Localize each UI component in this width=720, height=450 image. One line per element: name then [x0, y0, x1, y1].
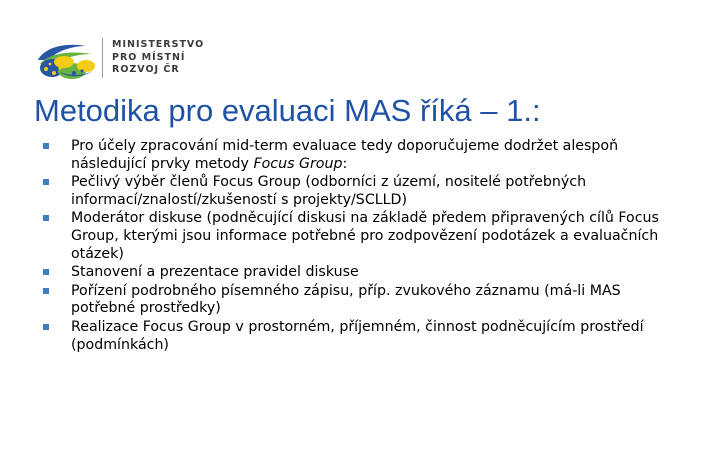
ministry-name-line-3: ROZVOJ ČR — [112, 64, 180, 75]
ministry-emblem-icon — [34, 38, 100, 82]
bullet-item — [43, 319, 683, 354]
bullet-item — [43, 174, 683, 209]
bullet-text: Moderátor diskuse (podněcující diskusi na základě předem připravených cílů Focus Group, kterými jsou informace potřebné pro zodpovězení podotázek a evaluačních otázek) — [71, 210, 659, 262]
logo-divider — [102, 38, 103, 78]
square-bullet-icon — [43, 269, 49, 275]
bullet-emphasis: Focus Group — [253, 155, 343, 172]
bullet-suffix: : — [342, 155, 348, 172]
square-bullet-icon — [43, 215, 49, 221]
bullet-text: Pro účely zpracování mid-term evaluace tedy doporučujeme dodržet alespoň následující prvky metody — [71, 138, 619, 172]
square-bullet-icon — [43, 324, 49, 330]
square-bullet-icon — [43, 143, 49, 149]
ministry-logo — [34, 38, 204, 82]
bullet-text: Pořízení podrobného písemného zápisu, příp. zvukového záznamu (má-li MAS potřebné prostředky) — [71, 282, 621, 317]
bullet-item — [43, 283, 683, 318]
square-bullet-icon — [43, 179, 49, 185]
bullet-item — [43, 138, 683, 173]
bullet-text: Realizace Focus Group v prostorném, příjemném, činnost podněcujícím prostředí (podmínkách) — [71, 318, 644, 353]
bullet-text: Stanovení a prezentace pravidel diskuse — [71, 264, 359, 281]
bullet-list — [43, 138, 683, 355]
square-bullet-icon — [43, 288, 49, 294]
ministry-name-line-2: PRO MÍSTNÍ — [112, 51, 186, 63]
bullet-item — [43, 264, 683, 282]
slide-title: Metodika pro evaluaci MAS říká – 1.: — [34, 93, 541, 128]
ministry-name-line-1: MINISTERSTVO — [112, 39, 205, 50]
ministry-name — [112, 39, 204, 77]
bullet-item — [43, 210, 683, 263]
bullet-text: Pečlivý výběr členů Focus Group (odborníci z území, nositelé potřebných informací/znalostí/zkušeností s projekty/SCLLD) — [71, 174, 587, 208]
